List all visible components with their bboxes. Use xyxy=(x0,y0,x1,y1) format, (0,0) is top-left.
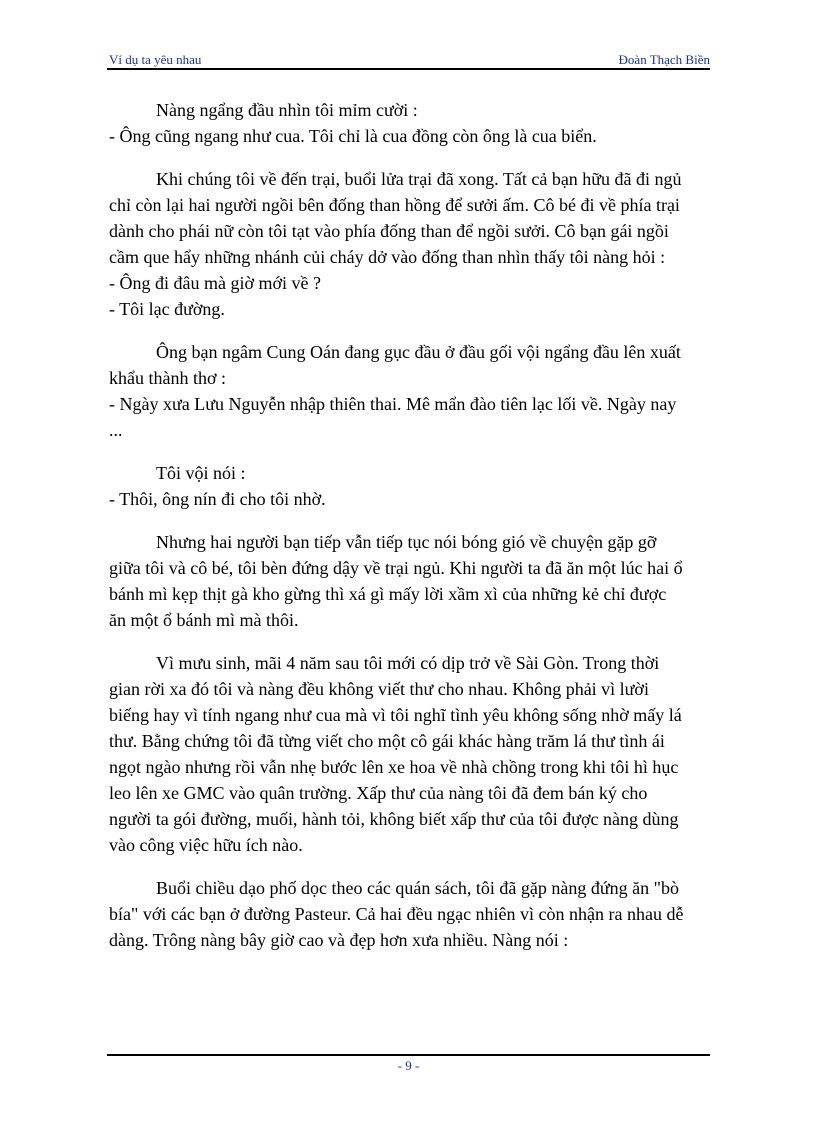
text-line: Nhưng hai người bạn tiếp vẫn tiếp tục nói bóng gió về chuyện gặp gỡ xyxy=(156,532,657,552)
text-line: bía" với các bạn ở đường Pasteur. Cả hai đều ngạc nhiên vì còn nhận ra nhau dễ xyxy=(109,904,684,924)
paragraph xyxy=(109,97,710,149)
paragraph xyxy=(109,166,710,322)
footer-divider xyxy=(107,1054,710,1056)
paragraph xyxy=(109,529,710,633)
header-book-title: Ví dụ ta yêu nhau xyxy=(109,52,202,67)
text-line: ăn một ổ bánh mì mà thôi. xyxy=(109,610,299,630)
text-line: thư. Bằng chứng tôi đã từng viết cho một cô gái khác hàng trăm lá thư tình ái xyxy=(109,731,665,751)
text-line: leo lên xe GMC vào quân trường. Xấp thư của nàng tôi đã đem bán ký cho xyxy=(109,783,648,803)
paragraph xyxy=(109,650,710,858)
text-line: Buổi chiều dạo phố dọc theo các quán sách, tôi đã gặp nàng đứng ăn "bò xyxy=(156,878,679,898)
text-line: Ông bạn ngâm Cung Oán đang gục đầu ở đầu gối vội ngẩng đầu lên xuất xyxy=(156,342,681,362)
text-line: bánh mì kẹp thịt gà kho gừng thì xá gì mấy lời xầm xì của những kẻ chỉ được xyxy=(109,584,667,604)
text-line: gian rời xa đó tôi và nàng đều không viết thư cho nhau. Không phải vì lười xyxy=(109,679,649,699)
text-line: dành cho phái nữ còn tôi tạt vào phía đống than để ngồi sưởi. Cô bạn gái ngồi xyxy=(109,221,669,241)
text-line: - Ông cũng ngang như cua. Tôi chỉ là cua đồng còn ông là cua biển. xyxy=(109,126,597,146)
header-divider xyxy=(107,68,710,70)
body-text xyxy=(109,97,710,970)
text-line: dàng. Trông nàng bây giờ cao và đẹp hơn xưa nhiều. Nàng nói : xyxy=(109,930,569,950)
text-line: Tôi vội nói : xyxy=(156,463,246,483)
text-line: - Ông đi đâu mà giờ mới về ? xyxy=(109,273,321,293)
paragraph xyxy=(109,339,710,443)
running-header xyxy=(107,52,710,68)
text-line: cầm que hẩy những nhánh củi cháy dở vào đống than nhìn thấy tôi nàng hỏi : xyxy=(109,247,666,267)
text-line: chỉ còn lại hai người ngồi bên đống than hồng để sưởi ấm. Cô bé đi về phía trại xyxy=(109,195,680,215)
paragraph xyxy=(109,875,710,953)
page-number: - 9 - xyxy=(397,1058,420,1073)
text-line: - Tôi lạc đường. xyxy=(109,299,225,319)
text-line: giữa tôi và cô bé, tôi bèn đứng dậy về trại ngủ. Khi người ta đã ăn một lúc hai ổ xyxy=(109,558,683,578)
text-line: ngọt ngào nhưng rồi vẫn nhẹ bước lên xe hoa về nhà chồng trong khi tôi hì hục xyxy=(109,757,679,777)
text-line: Khi chúng tôi về đến trại, buổi lửa trại đã xong. Tất cả bạn hữu đã đi ngủ xyxy=(156,169,682,189)
text-line: khẩu thành thơ : xyxy=(109,368,226,388)
paragraph xyxy=(109,460,710,512)
text-line: ... xyxy=(109,420,123,440)
text-line: - Ngày xưa Lưu Nguyễn nhập thiên thai. Mê mẩn đào tiên lạc lối về. Ngày nay xyxy=(109,394,677,414)
text-line: biếng hay vì tính ngang như cua mà vì tôi nghĩ tình yêu không sống nhờ mấy lá xyxy=(109,705,682,725)
text-line: người ta gói đường, muối, hành tỏi, không biết xấp thư của tôi được nàng dùng xyxy=(109,809,679,829)
text-line: Vì mưu sinh, mãi 4 năm sau tôi mới có dịp trở về Sài Gòn. Trong thời xyxy=(156,653,660,673)
header-author: Đoàn Thạch Biền xyxy=(618,52,710,67)
text-line: Nàng ngẩng đầu nhìn tôi mỉm cười : xyxy=(156,100,418,120)
text-line: vào công việc hữu ích nào. xyxy=(109,835,303,855)
text-line: - Thôi, ông nín đi cho tôi nhờ. xyxy=(109,489,326,509)
